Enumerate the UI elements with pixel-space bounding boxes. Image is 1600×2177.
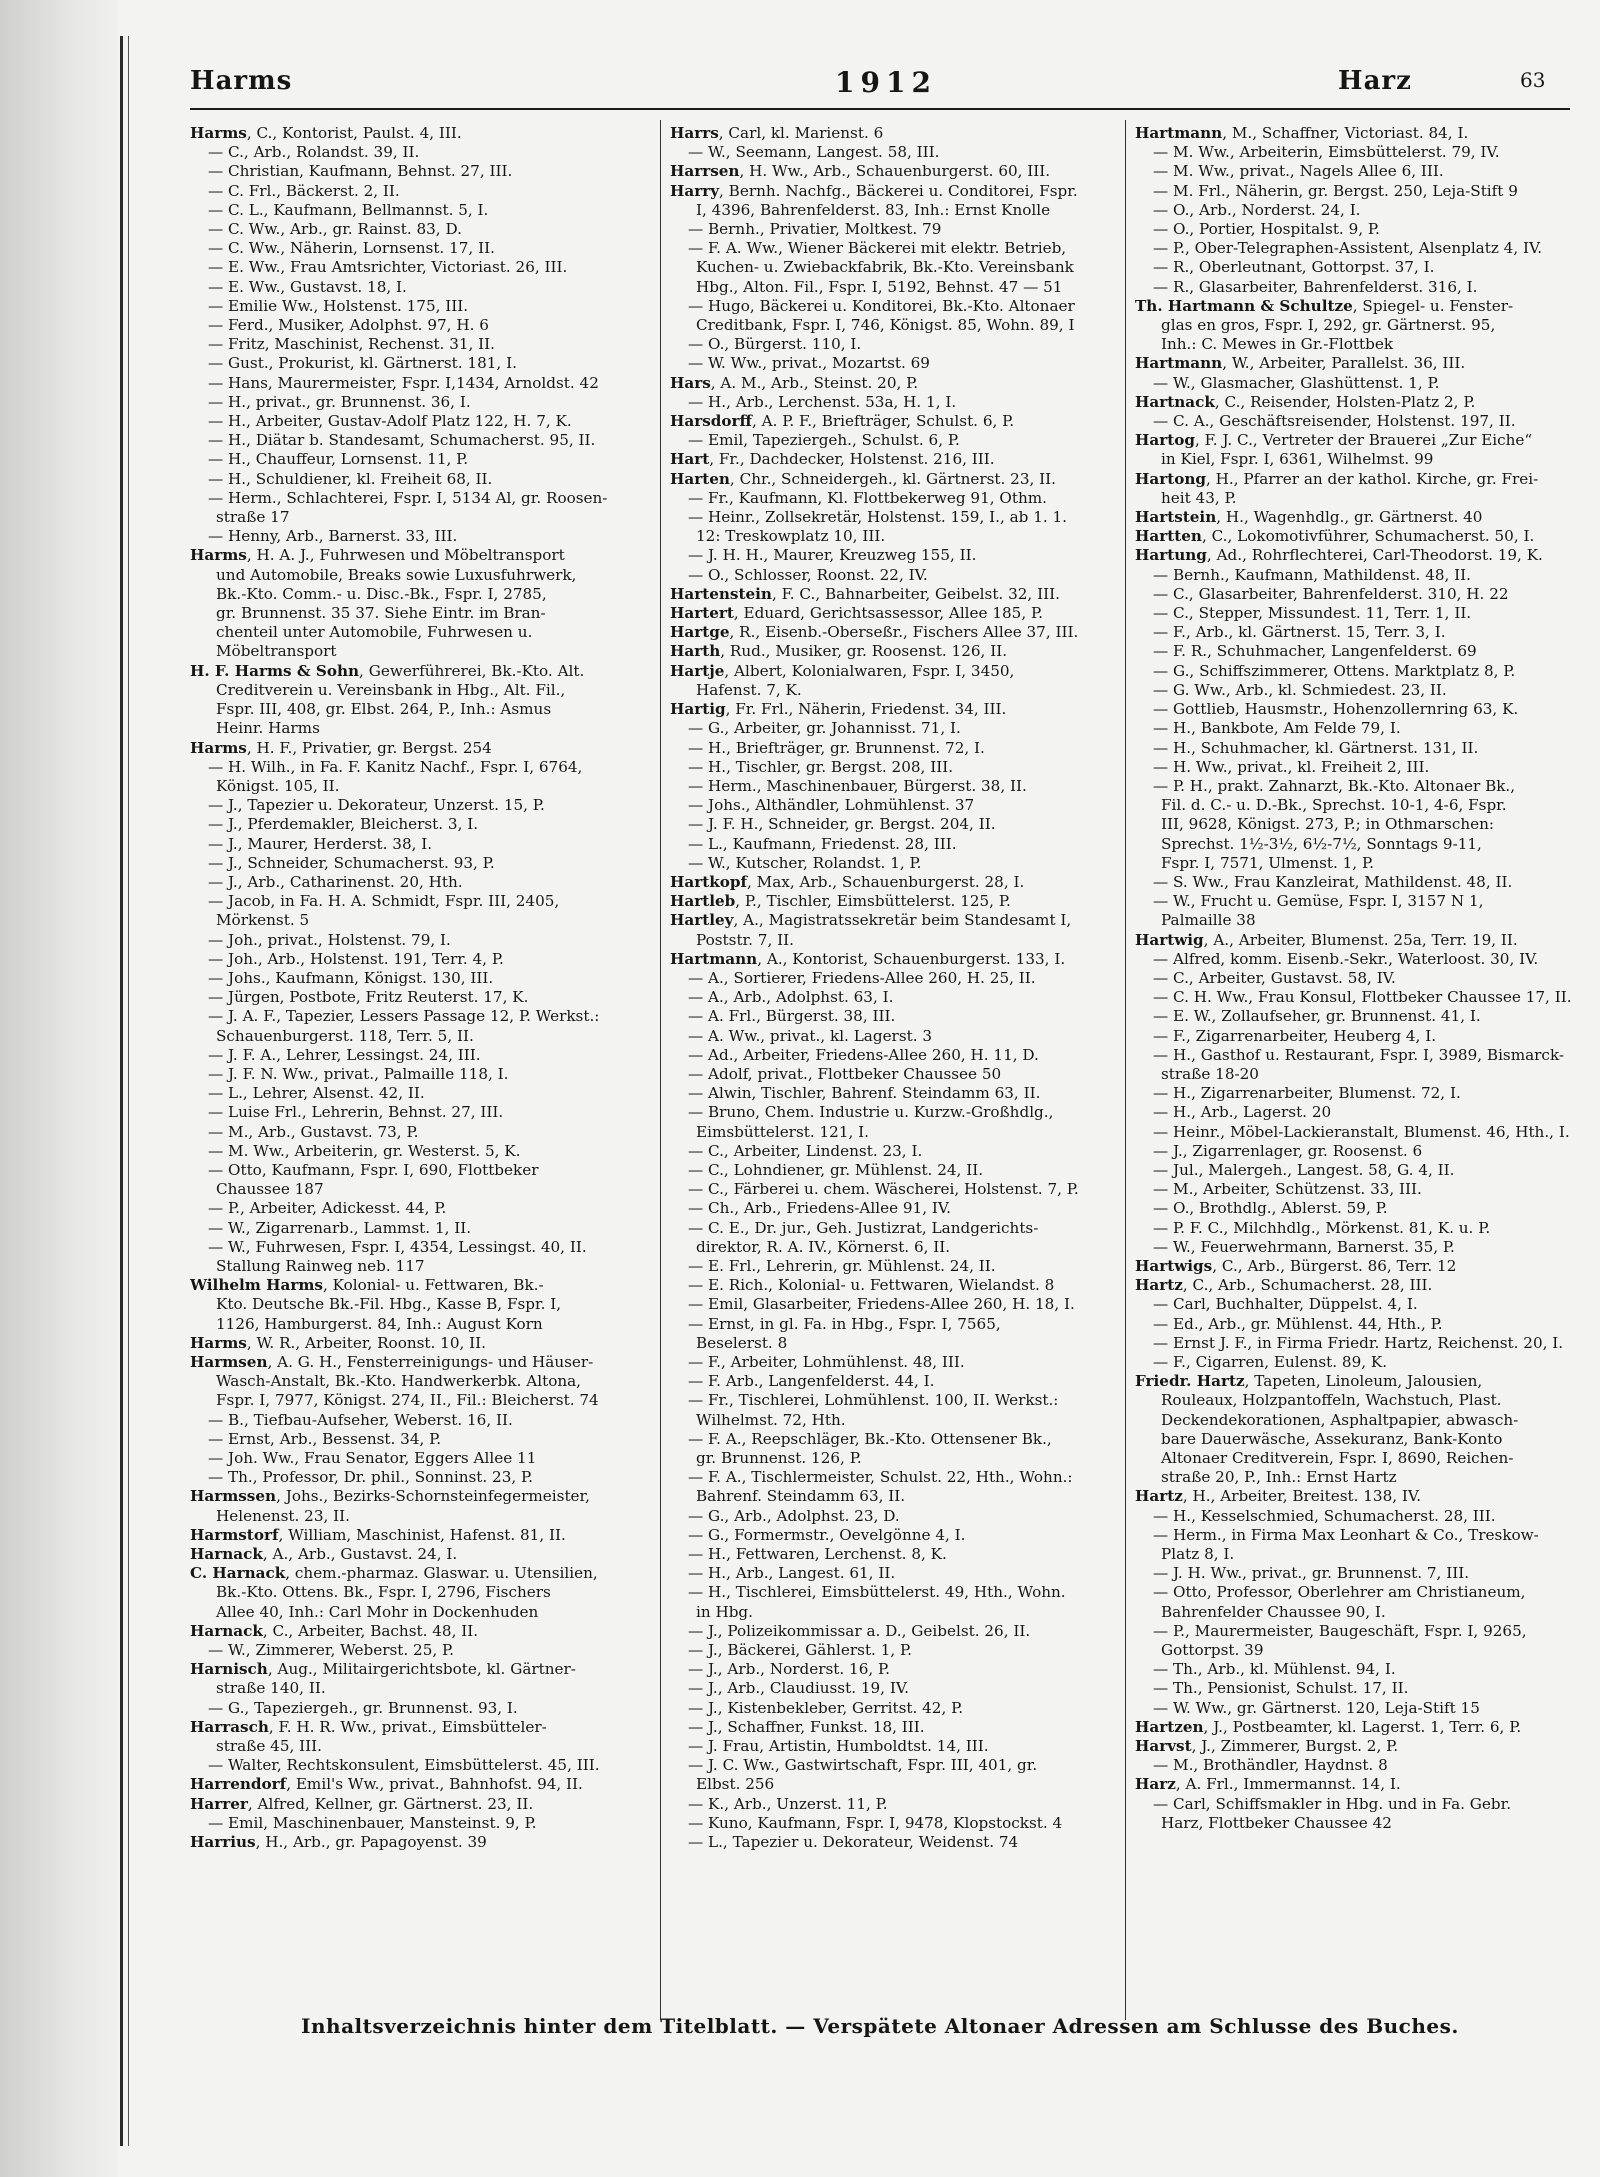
directory-entry-continuation: straße 17 (216, 508, 290, 527)
directory-entry: — Ferd., Musiker, Adolphst. 97, H. 6 (208, 316, 489, 335)
header-year: 1912 (835, 66, 937, 99)
directory-entry: — R., Oberleutnant, Gottorpst. 37, I. (1153, 258, 1435, 277)
directory-entry: — Kuno, Kaufmann, Fspr. I, 9478, Klopstockst. 4 (688, 1813, 1063, 1832)
directory-entry: — F. Arb., Langenfelderst. 44, I. (688, 1372, 935, 1391)
directory-entry-continuation: Königst. 105, II. (216, 776, 340, 795)
directory-entry-continuation: Stallung Rainweg neb. 117 (216, 1256, 425, 1275)
directory-entry-head: Hartig, Fr. Frl., Näherin, Friedenst. 34, III. (670, 700, 1007, 719)
directory-entry-head: Hartmann, A., Kontorist, Schauenburgerst. 133, I. (670, 949, 1066, 968)
directory-entry: — Fr., Tischlerei, Lohmühlenst. 100, II. Werkst.: (688, 1391, 1059, 1410)
directory-entry: — W., Frucht u. Gemüse, Fspr. I, 3157 N 1, (1153, 892, 1484, 911)
directory-entry: — J. A. F., Tapezier, Lessers Passage 12, P. Werkst.: (208, 1007, 600, 1026)
directory-entry-continuation: Wasch-Anstalt, Bk.-Kto. Handwerkerbk. Altona, (216, 1372, 581, 1391)
directory-entry: — P., Arbeiter, Adickesst. 44, P. (208, 1199, 447, 1218)
directory-entry: — F. A. Ww., Wiener Bäckerei mit elektr. Betrieb, (688, 239, 1067, 258)
page-number: 63 (1520, 68, 1546, 92)
directory-entry: — M. Ww., Arbeiterin, gr. Westerst. 5, K. (208, 1141, 521, 1160)
directory-entry-head: Hart, Fr., Dachdecker, Holstenst. 216, III. (670, 450, 995, 469)
directory-entry-head: Wilhelm Harms, Kolonial- u. Fettwaren, Bk.- (190, 1276, 544, 1295)
directory-entry-head: Harmssen, Johs., Bezirks-Schornsteinfegermeister, (190, 1487, 590, 1506)
directory-entry: — J. H. Ww., privat., gr. Brunnenst. 7, III. (1153, 1564, 1470, 1583)
directory-entry: — H., Kesselschmied, Schumacherst. 28, III. (1153, 1506, 1496, 1525)
directory-entry-continuation: Fil. d. C.- u. D.-Bk., Sprechst. 10-1, 4-6, Fspr. (1161, 796, 1507, 815)
directory-entry: — O., Bürgerst. 110, I. (688, 335, 862, 354)
directory-entry-continuation: Poststr. 7, II. (696, 930, 794, 949)
directory-entry: — E. Ww., Gustavst. 18, I. (208, 277, 407, 296)
directory-entry-continuation: Palmaille 38 (1161, 911, 1256, 930)
directory-entry: — Otto, Kaufmann, Fspr. I, 690, Flottbeker (208, 1160, 539, 1179)
directory-entry: — P., Ober-Telegraphen-Assistent, Alsenplatz 4, IV. (1153, 239, 1543, 258)
directory-entry-continuation: Elbst. 256 (696, 1775, 775, 1794)
directory-entry: — J., Polizeikommissar a. D., Geibelst. 26, II. (688, 1621, 1031, 1640)
directory-entry: — A. Frl., Bürgerst. 38, III. (688, 1007, 896, 1026)
directory-entry-continuation: in Hbg. (696, 1602, 753, 1621)
directory-entry: — H., Briefträger, gr. Brunnenst. 72, I. (688, 738, 985, 757)
directory-entry: — M., Arb., Gustavst. 73, P. (208, 1122, 419, 1141)
directory-entry-head: Harz, A. Frl., Immermannst. 14, I. (1135, 1775, 1401, 1794)
directory-entry: — J., Zigarrenlager, gr. Roosenst. 6 (1153, 1141, 1423, 1160)
column-divider-2 (1125, 120, 1126, 2020)
directory-entry-continuation: Inh.: C. Mewes in Gr.-Flottbek (1161, 335, 1394, 354)
directory-entry: — O., Arb., Norderst. 24, I. (1153, 200, 1361, 219)
directory-entry-head: Harrs, Carl, kl. Marienst. 6 (670, 124, 884, 142)
directory-entry: — Th., Pensionist, Schulst. 17, II. (1153, 1679, 1409, 1698)
directory-entry-continuation: Schauenburgerst. 118, Terr. 5, II. (216, 1026, 474, 1045)
directory-entry: — Hugo, Bäckerei u. Konditorei, Bk.-Kto. Altonaer (688, 296, 1075, 315)
directory-entry-head: Hartten, C., Lokomotivführer, Schumacherst. 50, I. (1135, 527, 1535, 546)
directory-entry: — Joh., Arb., Holstenst. 191, Terr. 4, P. (208, 949, 504, 968)
directory-entry: — C. Ww., Arb., gr. Rainst. 83, D. (208, 220, 462, 239)
directory-entry-continuation: Bahrenf. Steindamm 63, II. (696, 1487, 906, 1506)
directory-entry-head: Hartung, Ad., Rohrflechterei, Carl-Theodorst. 19, K. (1135, 546, 1543, 565)
directory-entry-continuation: heit 43, P. (1161, 488, 1237, 507)
directory-entry-continuation: Bahrenfelder Chaussee 90, I. (1161, 1602, 1386, 1621)
directory-entry-head: Harms, C., Kontorist, Paulst. 4, III. (190, 124, 462, 142)
directory-entry: — M. Frl., Näherin, gr. Bergst. 250, Leja-Stift 9 (1153, 181, 1518, 200)
directory-entry: — C. H. Ww., Frau Konsul, Flottbeker Chaussee 17, II. (1153, 988, 1572, 1007)
directory-entry-head: Hartz, C., Arb., Schumacherst. 28, III. (1135, 1276, 1433, 1295)
directory-entry: — B., Tiefbau-Aufseher, Weberst. 16, II. (208, 1410, 513, 1429)
directory-entry: — C., Lohndiener, gr. Mühlenst. 24, II. (688, 1160, 984, 1179)
directory-entry: — A., Sortierer, Friedens-Allee 260, H. 25, II. (688, 968, 1036, 987)
column-divider-1 (660, 120, 661, 2020)
directory-entry-head: Hars, A. M., Arb., Steinst. 20, P. (670, 373, 919, 392)
directory-entry-continuation: Beselerst. 8 (696, 1333, 788, 1352)
directory-entry-continuation: Chaussee 187 (216, 1180, 324, 1199)
directory-entry: — Otto, Professor, Oberlehrer am Christianeum, (1153, 1583, 1526, 1602)
directory-entry: — W., Zigarrenarb., Lammst. 1, II. (208, 1218, 472, 1237)
directory-entry: — J. C. Ww., Gastwirtschaft, Fspr. III, 401, gr. (688, 1756, 1038, 1775)
directory-entry-continuation: Creditbank, Fspr. I, 746, Königst. 85, Wohn. 89, I (696, 316, 1075, 335)
directory-entry-continuation: Gottorpst. 39 (1161, 1641, 1264, 1660)
directory-entry-head: Hartleb, P., Tischler, Eimsbüttelerst. 125, P. (670, 892, 1011, 911)
directory-entry: — Fr., Kaufmann, Kl. Flottbekerweg 91, Othm. (688, 488, 1047, 507)
directory-entry: — Alwin, Tischler, Bahrenf. Steindamm 63, II. (688, 1084, 1041, 1103)
directory-entry: — W. Ww., privat., Mozartst. 69 (688, 354, 930, 373)
directory-entry: — H., Arb., Langest. 61, II. (688, 1564, 896, 1583)
directory-entry: — J., Tapezier u. Dekorateur, Unzerst. 15, P. (208, 796, 545, 815)
directory-entry-head: C. Harnack, chem.-pharmaz. Glaswar. u. Utensilien, (190, 1564, 598, 1583)
directory-entry: — Herm., Maschinenbauer, Bürgerst. 38, II. (688, 776, 1027, 795)
directory-entry: — C., Arbeiter, Gustavst. 58, IV. (1153, 968, 1396, 987)
directory-entry-continuation: Heinr. Harms (216, 719, 320, 738)
directory-entry-head: Harmsen, A. G. H., Fensterreinigungs- und Häuser- (190, 1353, 594, 1371)
directory-entry-continuation: Platz 8, I. (1161, 1545, 1235, 1564)
directory-entry: — Joh. Ww., Frau Senator, Eggers Allee 11 (208, 1449, 537, 1468)
directory-entry: — J., Bäckerei, Gählerst. 1, P. (688, 1641, 912, 1660)
gutter-line-thin (128, 36, 129, 2146)
directory-entry: — J. F. A., Lehrer, Lessingst. 24, III. (208, 1045, 481, 1064)
directory-entry-continuation: III, 9628, Königst. 273, P.; in Othmarschen: (1161, 815, 1494, 834)
directory-entry-continuation: straße 140, II. (216, 1679, 326, 1698)
directory-entry: — H., Bankbote, Am Felde 79, I. (1153, 719, 1401, 738)
directory-entry: — Ernst J. F., in Firma Friedr. Hartz, Reichenst. 20, I. (1153, 1333, 1564, 1352)
directory-entry-continuation: Bk.-Kto. Comm.- u. Disc.-Bk., Fspr. I, 2785, (216, 584, 547, 603)
directory-entry-continuation: in Kiel, Fspr. I, 6361, Wilhelmst. 99 (1161, 450, 1434, 469)
directory-entry: — M., Brothändler, Haydnst. 8 (1153, 1756, 1388, 1775)
directory-entry: — J. F. H., Schneider, gr. Bergst. 204, II. (688, 815, 996, 834)
directory-entry: — G. Ww., Arb., kl. Schmiedest. 23, II. (1153, 680, 1447, 699)
directory-entry-continuation: Hafenst. 7, K. (696, 680, 802, 699)
directory-entry-head: Harrius, H., Arb., gr. Papagoyenst. 39 (190, 1833, 487, 1852)
directory-entry-head: Hartert, Eduard, Gerichtsassessor, Allee 185, P. (670, 604, 1043, 623)
directory-entry: — C., Färberei u. chem. Wäscherei, Holstenst. 7, P. (688, 1180, 1079, 1199)
directory-entry-head: Hartog, F. J. C., Vertreter der Brauerei „Zur Eiche“ (1135, 431, 1533, 450)
directory-entry: — F., Arbeiter, Lohmühlenst. 48, III. (688, 1353, 965, 1371)
directory-entry: — H., privat., gr. Brunnenst. 36, I. (208, 392, 471, 411)
directory-entry-head: Harsdorff, A. P. F., Briefträger, Schulst. 6, P. (670, 412, 1015, 431)
directory-entry: — Gottlieb, Hausmstr., Hohenzollernring 63, K. (1153, 700, 1519, 719)
directory-entry: — A. Ww., privat., kl. Lagerst. 3 (688, 1026, 933, 1045)
directory-entry-head: Harten, Chr., Schneidergeh., kl. Gärtnerst. 23, II. (670, 469, 1056, 488)
directory-entry: — H., Arb., Lagerst. 20 (1153, 1103, 1332, 1122)
directory-entry-head: Harrer, Alfred, Kellner, gr. Gärtnerst. 23, II. (190, 1794, 534, 1813)
directory-entry: — W., Zimmerer, Weberst. 25, P. (208, 1641, 454, 1660)
directory-entry: — M., Arbeiter, Schützenst. 33, III. (1153, 1180, 1422, 1199)
directory-entry-continuation: Harz, Flottbeker Chaussee 42 (1161, 1813, 1392, 1832)
directory-entry: — F., Zigarrenarbeiter, Heuberg 4, I. (1153, 1026, 1437, 1045)
header-right-keyword: Harz (1338, 66, 1412, 96)
directory-entry: — Ernst, in gl. Fa. in Hbg., Fspr. I, 7565, (688, 1314, 1001, 1333)
directory-entry-head: Hartwig, A., Arbeiter, Blumenst. 25a, Terr. 19, II. (1135, 930, 1518, 949)
directory-entry: — H., Fettwaren, Lerchenst. 8, K. (688, 1545, 947, 1564)
directory-entry-head: Hartong, H., Pfarrer an der kathol. Kirche, gr. Frei- (1135, 469, 1539, 488)
directory-entry-continuation: straße 18-20 (1161, 1064, 1259, 1083)
directory-entry: — C., Arbeiter, Lindenst. 23, I. (688, 1141, 923, 1160)
directory-entry-head: Harth, Rud., Musiker, gr. Roosenst. 126, II. (670, 642, 1008, 661)
directory-entry: — S. Ww., Frau Kanzleirat, Mathildenst. 48, II. (1153, 872, 1513, 891)
directory-entry-continuation: glas en gros, Fspr. I, 292, gr. Gärtnerst. 95, (1161, 316, 1496, 335)
directory-entry: — J. H. H., Maurer, Kreuzweg 155, II. (688, 546, 977, 565)
directory-entry-head: Harry, Bernh. Nachfg., Bäckerei u. Conditorei, Fspr. (670, 181, 1078, 200)
directory-entry-continuation: Helenenst. 23, II. (216, 1506, 350, 1525)
directory-entry-head: Hartzen, J., Postbeamter, kl. Lagerst. 1, Terr. 6, P. (1135, 1717, 1522, 1736)
gutter-line (120, 36, 123, 2146)
directory-entry: — F. R., Schuhmacher, Langenfelderst. 69 (1153, 642, 1477, 661)
directory-entry-continuation: straße 45, III. (216, 1737, 322, 1756)
directory-entry: — P. F. C., Milchhdlg., Mörkenst. 81, K. u. P. (1153, 1218, 1491, 1237)
directory-entry: — Walter, Rechtskonsulent, Eimsbüttelerst. 45, III. (208, 1756, 600, 1775)
directory-entry: — O., Brothdlg., Ablerst. 59, P. (1153, 1199, 1388, 1218)
directory-entry-head: Harnack, A., Arb., Gustavst. 24, I. (190, 1545, 458, 1564)
directory-entry: — Carl, Schiffsmakler in Hbg. und in Fa. Gebr. (1153, 1794, 1512, 1813)
directory-entry-continuation: gr. Brunnenst. 126, P. (696, 1449, 862, 1468)
directory-entry: — Johs., Kaufmann, Königst. 130, III. (208, 968, 494, 987)
directory-entry-continuation: Fspr. I, 7571, Ulmenst. 1, P. (1161, 853, 1374, 872)
directory-entry: — Jürgen, Postbote, Fritz Reuterst. 17, K. (208, 988, 529, 1007)
directory-entry-head: Hartenstein, F. C., Bahnarbeiter, Geibelst. 32, III. (670, 584, 1060, 603)
directory-entry-continuation: Kuchen- u. Zwiebackfabrik, Bk.-Kto. Vereinsbank (696, 258, 1074, 277)
directory-entry: — C. Frl., Bäckerst. 2, II. (208, 181, 400, 200)
directory-entry-continuation: Creditverein u. Vereinsbank in Hbg., Alt. Fil., (216, 680, 566, 699)
directory-entry-continuation: chenteil unter Automobile, Fuhrwesen u. (216, 623, 533, 642)
directory-entry: — G., Tapeziergeh., gr. Brunnenst. 93, I. (208, 1698, 518, 1717)
directory-entry: — H., Chauffeur, Lornsenst. 11, P. (208, 450, 469, 469)
directory-entry: — Alfred, komm. Eisenb.-Sekr., Waterloost. 30, IV. (1153, 949, 1539, 968)
directory-entry-continuation: straße 20, P., Inh.: Ernst Hartz (1161, 1468, 1397, 1487)
column-2 (670, 124, 1110, 1852)
directory-entry: — Emil, Glasarbeiter, Friedens-Allee 260, H. 18, I. (688, 1295, 1075, 1314)
directory-entry: — C., Glasarbeiter, Bahrenfelderst. 310, H. 22 (1153, 584, 1509, 603)
directory-entry: — H., Schuldiener, kl. Freiheit 68, II. (208, 469, 493, 488)
directory-entry: — O., Portier, Hospitalst. 9, P. (1153, 220, 1380, 239)
directory-entry-head: Friedr. Hartz, Tapeten, Linoleum, Jalousien, (1135, 1372, 1483, 1391)
page-footer-note: Inhaltsverzeichnis hinter dem Titelblatt. — Verspätete Altonaer Adressen am Schlusse des Buches. (301, 2014, 1459, 2038)
directory-entry-head: Harms, H. A. J., Fuhrwesen und Möbeltransport (190, 546, 565, 565)
directory-entry: — J., Arb., Norderst. 16, P. (688, 1660, 891, 1679)
directory-entry: — W., Seemann, Langest. 58, III. (688, 143, 940, 162)
directory-entry-continuation: Sprechst. 1½-3½, 6½-7½, Sonntags 9-11, (1161, 834, 1482, 853)
directory-entry: — F. A., Tischlermeister, Schulst. 22, Hth., Wohn.: (688, 1468, 1073, 1487)
directory-entry-head: Hartley, A., Magistratssekretär beim Standesamt I, (670, 911, 1072, 930)
directory-entry-continuation: Wilhelmst. 72, Hth. (696, 1410, 846, 1429)
directory-entry-continuation: Allee 40, Inh.: Carl Mohr in Dockenhuden (216, 1602, 539, 1621)
directory-entry: — J., Arb., Claudiusst. 19, IV. (688, 1679, 909, 1698)
directory-entry-head: Hartz, H., Arbeiter, Breitest. 138, IV. (1135, 1487, 1422, 1506)
page-header (190, 66, 1560, 106)
directory-entry-continuation: gr. Brunnenst. 35 37. Siehe Eintr. im Bran- (216, 604, 546, 623)
directory-entry: — W., Glasmacher, Glashüttenst. 1, P. (1153, 373, 1440, 392)
directory-entry: — Emilie Ww., Holstenst. 175, III. (208, 296, 469, 315)
directory-entry: — Gust., Prokurist, kl. Gärtnerst. 181, I. (208, 354, 517, 373)
directory-entry-head: Hartje, Albert, Kolonialwaren, Fspr. I, 3450, (670, 661, 1015, 680)
directory-entry: — E. Frl., Lehrerin, gr. Mühlenst. 24, II. (688, 1256, 996, 1275)
directory-entry: — J., Schneider, Schumacherst. 93, P. (208, 853, 495, 872)
directory-entry: — H., Tischler, gr. Bergst. 208, III. (688, 757, 954, 776)
directory-entry-continuation: Eimsbüttelerst. 121, I. (696, 1122, 869, 1141)
directory-entry-continuation: Deckendekorationen, Asphaltpapier, abwasch- (1161, 1410, 1519, 1429)
directory-entry: — G., Arb., Adolphst. 23, D. (688, 1506, 900, 1525)
directory-entry: — E. Ww., Frau Amtsrichter, Victoriast. 26, III. (208, 258, 568, 277)
directory-entry: — R., Glasarbeiter, Bahrenfelderst. 316, I. (1153, 277, 1478, 296)
directory-entry: — H., Arb., Lerchenst. 53a, H. 1, I. (688, 392, 957, 411)
directory-entry: — Ad., Arbeiter, Friedens-Allee 260, H. 11, D. (688, 1045, 1039, 1064)
directory-entry: — Ernst, Arb., Bessenst. 34, P. (208, 1429, 442, 1448)
directory-entry: — W., Feuerwehrmann, Barnerst. 35, P. (1153, 1237, 1455, 1256)
directory-entry-continuation: I, 4396, Bahrenfelderst. 83, Inh.: Ernst Knolle (696, 200, 1051, 219)
directory-entry-head: Harvst, J., Zimmerer, Burgst. 2, P. (1135, 1737, 1399, 1756)
directory-entry-continuation: Möbeltransport (216, 642, 337, 661)
directory-entry: — L., Tapezier u. Dekorateur, Weidenst. 74 (688, 1833, 1019, 1852)
directory-entry: — J. Frau, Artistin, Humboldtst. 14, III. (688, 1737, 989, 1756)
directory-entry-continuation: Hbg., Alton. Fil., Fspr. I, 5192, Behnst. 47 — 51 (696, 277, 1063, 296)
directory-entry-continuation: Fspr. III, 408, gr. Elbst. 264, P., Inh.: Asmus (216, 700, 552, 719)
directory-entry: — Bruno, Chem. Industrie u. Kurzw.-Großhdlg., (688, 1103, 1054, 1122)
directory-entry-head: Harrasch, F. H. R. Ww., privat., Eimsbütteler- (190, 1717, 547, 1736)
directory-entry: — C. E., Dr. jur., Geh. Justizrat, Landgerichts- (688, 1218, 1039, 1237)
directory-entry-continuation: Bk.-Kto. Ottens. Bk., Fspr. I, 2796, Fischers (216, 1583, 551, 1602)
directory-entry: — Fritz, Maschinist, Rechenst. 31, II. (208, 335, 496, 354)
directory-entry-head: Harrendorf, Emil's Ww., privat., Bahnhofst. 94, II. (190, 1775, 583, 1794)
directory-entry-head: H. F. Harms & Sohn, Gewerführerei, Bk.-Kto. Alt. (190, 661, 585, 680)
directory-entry: — Carl, Buchhalter, Düppelst. 4, I. (1153, 1295, 1418, 1314)
directory-entry-continuation: Kto. Deutsche Bk.-Fil. Hbg., Kasse B, Fspr. I, (216, 1295, 562, 1314)
directory-entry: — Christian, Kaufmann, Behnst. 27, III. (208, 162, 513, 181)
column-3 (1135, 124, 1575, 1833)
directory-entry-head: Hartge, R., Eisenb.-Oberseßr., Fischers Allee 37, III. (670, 623, 1079, 642)
directory-entry: — Herm., in Firma Max Leonhart & Co., Treskow- (1153, 1525, 1539, 1544)
directory-entry-continuation: und Automobile, Breaks sowie Luxusfuhrwerk, (216, 565, 577, 584)
directory-entry: — W., Fuhrwesen, Fspr. I, 4354, Lessingst. 40, II. (208, 1237, 587, 1256)
directory-entry: — J., Maurer, Herderst. 38, I. (208, 834, 433, 853)
directory-entry-head: Hartmann, M., Schaffner, Victoriast. 84, I. (1135, 124, 1469, 142)
directory-entry: — C. L., Kaufmann, Bellmannst. 5, I. (208, 200, 489, 219)
directory-entry: — P., Maurermeister, Baugeschäft, Fspr. I, 9265, (1153, 1621, 1527, 1640)
header-rule (190, 108, 1570, 110)
directory-entry-continuation: direktor, R. A. IV., Körnerst. 6, II. (696, 1237, 951, 1256)
directory-entry: — H., Tischlerei, Eimsbüttelerst. 49, Hth., Wohn. (688, 1583, 1066, 1602)
directory-entry: — H., Arbeiter, Gustav-Adolf Platz 122, H. 7, K. (208, 412, 572, 431)
directory-entry: — Bernh., Kaufmann, Mathildenst. 48, II. (1153, 565, 1472, 584)
directory-entry: — C. Ww., Näherin, Lornsenst. 17, II. (208, 239, 495, 258)
directory-entry: — W., Kutscher, Rolandst. 1, P. (688, 853, 922, 872)
directory-entry: — H. Ww., privat., kl. Freiheit 2, III. (1153, 757, 1430, 776)
directory-entry-continuation: bare Dauerwäsche, Assekuranz, Bank-Konto (1161, 1429, 1503, 1448)
directory-entry: — Ch., Arb., Friedens-Allee 91, IV. (688, 1199, 951, 1218)
directory-entry: — Th., Arb., kl. Mühlenst. 94, I. (1153, 1660, 1396, 1679)
directory-entry: — M. Ww., privat., Nagels Allee 6, III. (1153, 162, 1444, 181)
directory-entry: — Adolf, privat., Flottbeker Chaussee 50 (688, 1064, 1002, 1083)
directory-entry: — H., Zigarrenarbeiter, Blumenst. 72, I. (1153, 1084, 1461, 1103)
directory-entry: — Bernh., Privatier, Moltkest. 79 (688, 220, 942, 239)
directory-entry: — C., Arb., Rolandst. 39, II. (208, 143, 420, 162)
directory-entry-continuation: 12: Treskowplatz 10, III. (696, 527, 886, 546)
directory-entry: — J., Pferdemakler, Bleicherst. 3, I. (208, 815, 479, 834)
directory-entry-head: Harnack, C., Arbeiter, Bachst. 48, II. (190, 1621, 479, 1640)
directory-entry: — Henny, Arb., Barnerst. 33, III. (208, 527, 458, 546)
directory-entry-continuation: Mörkenst. 5 (216, 911, 310, 930)
directory-entry-head: Harnisch, Aug., Militairgerichtsbote, kl. Gärtner- (190, 1660, 576, 1679)
directory-entry: — C., Stepper, Missundest. 11, Terr. 1, II. (1153, 604, 1472, 623)
column-1 (190, 124, 630, 1852)
directory-entry: — O., Schlosser, Roonst. 22, IV. (688, 565, 928, 584)
directory-entry: — Jacob, in Fa. H. A. Schmidt, Fspr. III, 2405, (208, 892, 560, 911)
directory-entry: — P. H., prakt. Zahnarzt, Bk.-Kto. Altonaer Bk., (1153, 776, 1516, 795)
directory-entry: — G., Formermstr., Oevelgönne 4, I. (688, 1525, 966, 1544)
directory-entry: — J., Schaffner, Funkst. 18, III. (688, 1717, 925, 1736)
directory-entry: — F. A., Reepschläger, Bk.-Kto. Ottensener Bk., (688, 1429, 1052, 1448)
directory-entry: — Jul., Malergeh., Langest. 58, G. 4, II. (1153, 1160, 1455, 1179)
directory-entry: — Heinr., Zollsekretär, Holstenst. 159, I., ab 1. 1. (688, 508, 1068, 527)
directory-entry-head: Hartnack, C., Reisender, Holsten-Platz 2, P. (1135, 392, 1476, 411)
directory-entry: — H., Gasthof u. Restaurant, Fspr. I, 3989, Bismarck- (1153, 1045, 1565, 1064)
directory-entry: — J., Kistenbekleber, Gerritst. 42, P. (688, 1698, 964, 1717)
directory-entry-continuation: Rouleaux, Holzpantoffeln, Wachstuch, Plast. (1161, 1391, 1502, 1410)
directory-entry-continuation: Altonaer Creditverein, Fspr. I, 8690, Reichen- (1161, 1449, 1514, 1468)
directory-entry-head: Harrsen, H. Ww., Arb., Schauenburgerst. 60, III. (670, 162, 1051, 181)
directory-entry-continuation: 1126, Hamburgerst. 84, Inh.: August Korn (216, 1314, 543, 1333)
directory-entry-head: Hartstein, H., Wagenhdlg., gr. Gärtnerst. 40 (1135, 508, 1483, 527)
directory-entry: — W. Ww., gr. Gärtnerst. 120, Leja-Stift 15 (1153, 1698, 1480, 1717)
directory-entry: — H. Wilh., in Fa. F. Kanitz Nachf., Fspr. I, 6764, (208, 757, 583, 776)
directory-entry: — J. F. N. Ww., privat., Palmaille 118, I. (208, 1064, 509, 1083)
directory-entry-head: Harms, W. R., Arbeiter, Roonst. 10, II. (190, 1333, 486, 1352)
directory-entry: — H., Schuhmacher, kl. Gärtnerst. 131, II. (1153, 738, 1479, 757)
directory-entry-continuation: Fspr. I, 7977, Königst. 274, II., Fil.: Bleicherst. 74 (216, 1391, 599, 1410)
directory-entry: — J., Arb., Catharinenst. 20, Hth. (208, 872, 463, 891)
directory-entry: — F., Arb., kl. Gärtnerst. 15, Terr. 3, I. (1153, 623, 1446, 642)
directory-entry: — Luise Frl., Lehrerin, Behnst. 27, III. (208, 1103, 504, 1122)
directory-entry: — Herm., Schlachterei, Fspr. I, 5134 Al, gr. Roosen- (208, 488, 608, 507)
directory-entry: — Ed., Arb., gr. Mühlenst. 44, Hth., P. (1153, 1314, 1443, 1333)
directory-entry: — Hans, Maurermeister, Fspr. I,1434, Arnoldst. 42 (208, 373, 599, 392)
directory-entry: — L., Kaufmann, Friedenst. 28, III. (688, 834, 957, 853)
directory-entry: — M. Ww., Arbeiterin, Eimsbüttelerst. 79, IV. (1153, 143, 1500, 162)
directory-entry: — C. A., Geschäftsreisender, Holstenst. 197, II. (1153, 412, 1516, 431)
directory-entry: — A., Arb., Adolphst. 63, I. (688, 988, 894, 1007)
directory-entry: — Heinr., Möbel-Lackieranstalt, Blumenst. 46, Hth., I. (1153, 1122, 1570, 1141)
directory-entry: — H., Diätar b. Standesamt, Schumacherst. 95, II. (208, 431, 596, 450)
directory-entry: — Joh., privat., Holstenst. 79, I. (208, 930, 451, 949)
directory-entry-head: Hartwigs, C., Arb., Bürgerst. 86, Terr. 12 (1135, 1256, 1457, 1275)
directory-entry-head: Harms, H. F., Privatier, gr. Bergst. 254 (190, 738, 492, 757)
directory-entry: — Johs., Althändler, Lohmühlenst. 37 (688, 796, 975, 815)
directory-entry: — E. Rich., Kolonial- u. Fettwaren, Wielandst. 8 (688, 1276, 1055, 1295)
directory-entry-head: Hartkopf, Max, Arb., Schauenburgerst. 28, I. (670, 872, 1025, 891)
directory-entry-head: Harmstorf, William, Maschinist, Hafenst. 81, II. (190, 1525, 566, 1544)
directory-entry: — L., Lehrer, Alsenst. 42, II. (208, 1084, 425, 1103)
directory-entry: — Th., Professor, Dr. phil., Sonninst. 23, P. (208, 1468, 533, 1487)
directory-entry: — K., Arb., Unzerst. 11, P. (688, 1794, 888, 1813)
directory-entry: — F., Cigarren, Eulenst. 89, K. (1153, 1353, 1388, 1371)
directory-entry-head: Hartmann, W., Arbeiter, Parallelst. 36, III. (1135, 354, 1466, 373)
page-fold-shadow (0, 0, 118, 2177)
header-left-keyword: Harms (190, 66, 293, 96)
directory-entry: — Emil, Maschinenbauer, Mansteinst. 9, P. (208, 1813, 537, 1832)
directory-entry: — Emil, Tapeziergeh., Schulst. 6, P. (688, 431, 960, 450)
directory-entry-head: Th. Hartmann & Schultze, Spiegel- u. Fenster- (1135, 296, 1514, 315)
directory-entry: — G., Schiffszimmerer, Ottens. Marktplatz 8, P. (1153, 661, 1516, 680)
directory-entry: — E. W., Zollaufseher, gr. Brunnenst. 41, I. (1153, 1007, 1481, 1026)
directory-entry: — G., Arbeiter, gr. Johannisst. 71, I. (688, 719, 961, 738)
